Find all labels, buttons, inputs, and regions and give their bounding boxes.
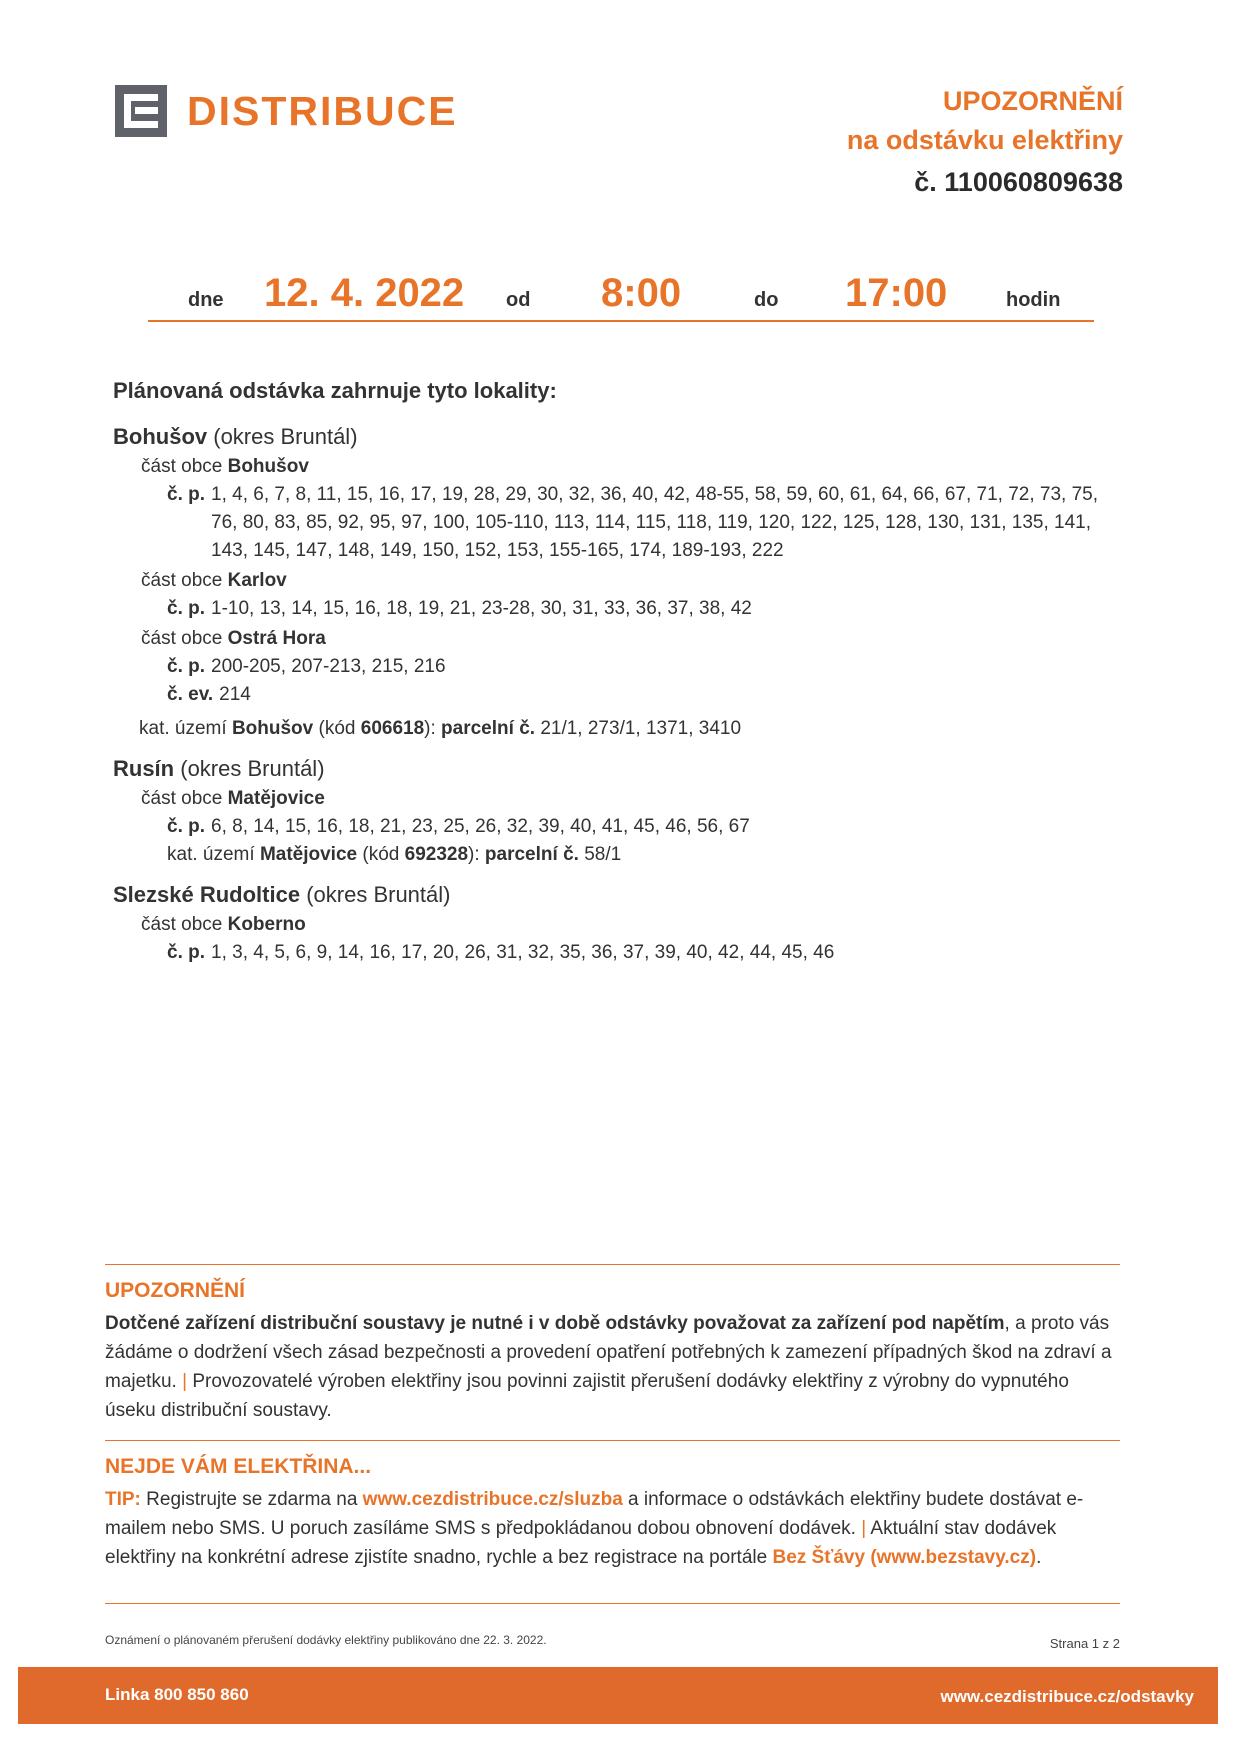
- house-numbers-karlov: č. p. 1-10, 13, 14, 15, 16, 18, 19, 21, 23-28, 30, 31, 33, 36, 37, 38, 42: [167, 598, 752, 619]
- house-numbers-koberno: č. p. 1, 3, 4, 5, 6, 9, 14, 16, 17, 20, 26, 31, 32, 35, 36, 37, 39, 40, 42, 44, 45, 46: [167, 942, 835, 963]
- footer-bar: [18, 1667, 1218, 1724]
- divider: [105, 1603, 1120, 1604]
- part-ostra-hora: část obce Ostrá Hora: [141, 628, 326, 649]
- outage-timeline: [148, 262, 1094, 322]
- cez-logo-icon: [115, 85, 167, 137]
- part-koberno: část obce Koberno: [141, 914, 306, 935]
- tip-section: [105, 1452, 1120, 1572]
- bez-stavy-portal[interactable]: Bez Šťávy: [772, 1547, 866, 1568]
- locations-intro: Plánovaná odstávka zahrnuje tyto lokality:: [113, 378, 557, 403]
- evidence-numbers-ostra-hora: č. ev. 214: [167, 684, 251, 705]
- part-matejovice: část obce Matějovice: [141, 788, 325, 809]
- locations-list: [113, 377, 1123, 967]
- warning-section: [105, 1276, 1120, 1425]
- divider: [105, 1264, 1120, 1265]
- to-label: do: [754, 289, 779, 311]
- hours-label: hodin: [1006, 289, 1061, 311]
- municipality-bohusov: Bohušov (okres Bruntál): [113, 424, 358, 449]
- notice-header: [847, 84, 1123, 202]
- cadastral-matejovice: kat. území Matějovice (kód 692328): parcelní č. 58/1: [167, 844, 622, 865]
- logo: [115, 85, 458, 137]
- page-number: Strana 1 z 2: [1049, 1636, 1120, 1651]
- house-numbers-ostra-hora: č. p. 200-205, 207-213, 215, 216: [167, 656, 446, 677]
- house-numbers-bohusov: č. p. 1, 4, 6, 7, 8, 11, 15, 16, 17, 19, 28, 29, 30, 32, 36, 40, 42, 48-55, 58, 59, 60, 61, 64, 66, 67, 71, 72, 73, 75, 76, 80, 83, 85, 92, 95, 97, 100, 105-110, 113, 114, 115, 118, 119, 120, 122, 125, 128, 130, 131, 135, 141, 143, 145, 147, 148, 149, 150, 152, 153, 155-165, 174, 189-193, 222: [167, 484, 1099, 561]
- publication-note: Oznámení o plánovaném přerušení dodávky elektřiny publikováno dne 22. 3. 2022.: [105, 1633, 547, 1647]
- cadastral-bohusov: kat. území Bohušov (kód 606618): parcelní č. 21/1, 273/1, 1371, 3410: [139, 718, 742, 739]
- day-label: dne: [188, 289, 224, 311]
- warning-text: Dotčené zařízení distribuční soustavy je nutné i v době odstávky považovat za zařízení pod napětím, a proto vás žádáme o dodržení všech zásad bezpečnosti a provedení opatření potřebných k zamezení případných škod na zdraví a majetku. | Provozovatelé výroben elektřiny jsou povinni zajistit přerušení dodávky elektřiny z výrobny do vypnutého úseku distribuční soustavy.: [105, 1313, 1112, 1421]
- warning-title: UPOZORNĚNÍ: [105, 1279, 246, 1302]
- tip-title: NEJDE VÁM ELEKTŘINA...: [105, 1455, 372, 1478]
- outage-date: 12. 4. 2022: [264, 271, 465, 315]
- part-bohusov: část obce Bohušov: [141, 456, 309, 477]
- house-numbers-matejovice: č. p. 6, 8, 14, 15, 16, 18, 21, 23, 25, 26, 32, 39, 40, 41, 45, 46, 56, 67: [167, 816, 750, 837]
- outages-link[interactable]: www.cezdistribuce.cz/odstavky: [940, 1687, 1194, 1706]
- outage-to: 17:00: [845, 271, 948, 315]
- notice-subtitle: na odstávku elektřiny: [846, 125, 1123, 155]
- notice-title: UPOZORNĚNÍ: [942, 86, 1123, 116]
- divider: [105, 1440, 1120, 1441]
- municipality-slezske-rudoltice: Slezské Rudoltice (okres Bruntál): [113, 882, 451, 907]
- logo-text: DISTRIBUCE: [187, 87, 458, 134]
- bezstavy-link[interactable]: (www.bezstavy.cz): [870, 1547, 1037, 1568]
- notice-number: č. 110060809638: [914, 167, 1123, 197]
- from-label: od: [506, 289, 531, 311]
- municipality-rusin: Rusín (okres Bruntál): [113, 756, 325, 781]
- tip-text: TIP: Registrujte se zdarma na www.cezdistribuce.cz/sluzba a informace o odstávkách elektřiny budete dostávat e-mailem nebo SMS. U poruch zasíláme SMS s předpokládanou dobou obnovení dodávek. | Aktuální stav dodávek elektřiny na konkrétní adrese zjistíte snadno, rychle a bez registrace na portále Bez Šťávy (www.bezstavy.cz).: [105, 1489, 1084, 1568]
- part-karlov: část obce Karlov: [141, 570, 287, 591]
- service-link[interactable]: www.cezdistribuce.cz/sluzba: [362, 1489, 623, 1510]
- outage-from: 8:00: [601, 271, 682, 315]
- hotline[interactable]: Linka 800 850 860: [105, 1685, 249, 1704]
